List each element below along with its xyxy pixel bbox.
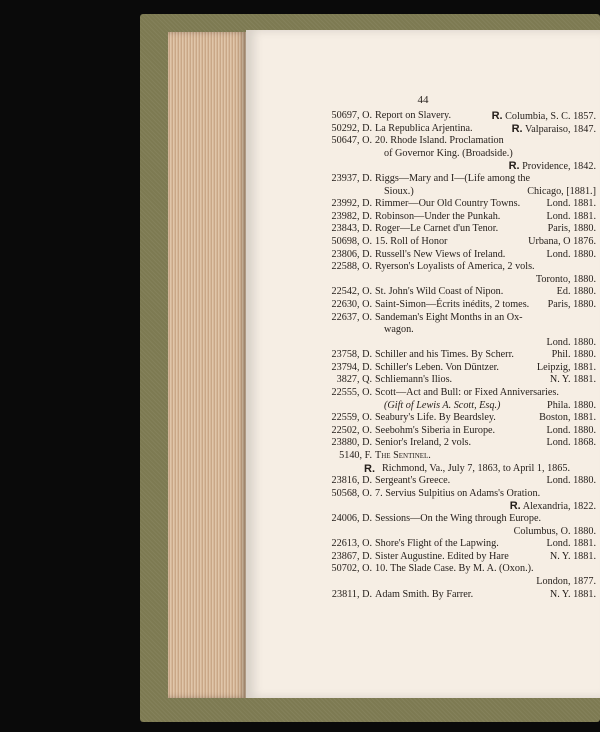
entry-line — [322, 387, 596, 400]
entry-title: La Republica Arjentina. — [375, 122, 473, 134]
entry-title: Senior's Ireland, 2 vols. — [375, 437, 472, 449]
entry-line — [322, 286, 596, 299]
entry-number: 3827, Q. — [336, 374, 372, 386]
entry-place: Chicago, [1881.] — [527, 185, 596, 197]
entry-number: 23806, D. — [331, 248, 372, 260]
entry-place: Paris, 1880. — [547, 223, 596, 235]
entry-title: Russell's New Views of Ireland. — [375, 248, 506, 260]
catalog-entry — [322, 425, 596, 438]
entry-line — [322, 324, 596, 337]
entry-line — [322, 198, 596, 211]
entry-line — [322, 135, 596, 148]
entry-place: Lond. 1868. — [546, 437, 596, 449]
entry-title: Saint-Simon—Écrits inédits, 2 tomes. — [375, 298, 530, 310]
entry-line — [322, 274, 596, 287]
entry-place: Toronto, 1880. — [535, 273, 596, 285]
entry-imprint — [510, 500, 596, 514]
entry-title: 15. Roll of Honor — [375, 235, 448, 247]
entry-title: Seebohm's Siberia in Europe. — [375, 424, 496, 436]
entry-number: 23867, D. — [331, 550, 372, 562]
entry-line — [322, 551, 596, 564]
catalog-entry — [322, 488, 596, 513]
entry-number: 22502, O. — [331, 424, 372, 436]
entry-place: Phil. 1880. — [551, 349, 596, 361]
entry-imprint — [509, 160, 596, 174]
entry-place: Leipzig, 1881. — [536, 361, 596, 373]
entry-number: 23880, D. — [331, 437, 372, 449]
reg-mark: R. — [511, 122, 523, 135]
entry-title: Sandeman's Eight Months in an Ox- — [375, 311, 523, 323]
entry-place: N. Y. 1881. — [549, 550, 596, 562]
entry-line — [322, 450, 596, 463]
entry-place: Urbana, O 1876. — [528, 235, 596, 247]
entry-continuation: (Gift of Lewis A. Scott, Esq.) — [384, 399, 501, 411]
entry-line — [322, 538, 596, 551]
entry-line — [322, 463, 596, 476]
entry-place: Lond. 1880. — [546, 336, 596, 348]
entry-line — [322, 249, 596, 262]
entry-number: 23811, D. — [331, 588, 372, 600]
entry-place: Ed. 1880. — [556, 286, 596, 298]
entry-title: Robinson—Under the Punkah. — [375, 210, 501, 222]
catalog-entry — [322, 249, 596, 262]
catalog-entry — [322, 236, 596, 249]
entry-number: 50697, O. — [331, 110, 372, 121]
entry-line — [322, 563, 596, 576]
catalog-entry — [322, 475, 596, 488]
catalog-entry — [322, 538, 596, 551]
entry-line — [322, 362, 596, 375]
entry-place: Columbus, O. 1880. — [513, 525, 596, 537]
entry-line — [322, 589, 596, 602]
entry-title: 20. Rhode Island. Proclamation — [375, 135, 504, 147]
entry-title: Schiller's Leben. Von Düntzer. — [375, 361, 499, 373]
entry-title: Sessions—On the Wing through Europe. — [375, 513, 542, 524]
page-edges — [168, 32, 246, 698]
entry-line — [322, 576, 596, 589]
entry-line — [322, 236, 596, 249]
reg-mark: R. — [509, 500, 521, 513]
entry-title: Shore's Flight of the Lapwing. — [375, 538, 499, 550]
entry-title: Riggs—Mary and I—(Life among the — [375, 172, 531, 184]
entry-line — [322, 148, 596, 161]
entry-number: 50698, O. — [331, 235, 372, 247]
entry-title: Seabury's Life. By Beardsley. — [375, 412, 496, 424]
catalog-entry — [322, 299, 596, 312]
catalog-entry — [322, 589, 596, 602]
entry-line — [322, 412, 596, 425]
entry-line — [322, 475, 596, 488]
entry-imprint — [512, 123, 596, 137]
catalog-entry — [322, 286, 596, 299]
entry-number: 5140, F. — [339, 450, 372, 462]
entry-place: Alexandria, 1822. — [522, 501, 596, 513]
entry-number: 22637, O. — [331, 311, 372, 323]
entry-line — [322, 437, 596, 450]
entry-line — [322, 312, 596, 325]
entry-line — [322, 337, 596, 350]
entry-line — [322, 374, 596, 387]
entry-line — [322, 186, 596, 199]
entry-title: Sister Augustine. Edited by Hare — [375, 550, 509, 562]
entry-line — [322, 299, 596, 312]
entry-place: London, 1877. — [536, 575, 596, 587]
entry-line — [322, 123, 596, 136]
entry-title: Schiller and his Times. By Scherr. — [375, 349, 514, 361]
catalog-entry — [322, 261, 596, 286]
entry-place: Paris, 1880. — [547, 298, 596, 310]
entry-title: Scott—Act and Bull: or Fixed Anniversaries. — [375, 387, 559, 399]
entry-number: 50568, O. — [331, 487, 372, 499]
catalog-entry — [322, 412, 596, 425]
reg-mark: R. — [364, 462, 375, 475]
entry-title: Adam Smith. By Farrer. — [375, 588, 474, 600]
entry-number: 22559, O. — [331, 412, 372, 424]
catalog-entry — [322, 450, 596, 475]
entry-number: 22630, O. — [331, 298, 372, 310]
entry-place: Phila. 1880. — [547, 399, 596, 411]
page-number: 44 — [417, 94, 429, 106]
entry-number: 22555, O. — [331, 387, 372, 399]
catalog-entry — [322, 211, 596, 224]
entry-line — [322, 349, 596, 362]
entry-number: 23843, D. — [331, 223, 372, 235]
catalog-entry — [322, 135, 596, 173]
entry-title: Roger—Le Carnet d'un Tenor. — [375, 223, 499, 235]
entry-place: Lond. 1880. — [546, 475, 596, 487]
catalog-entry — [322, 312, 596, 350]
entry-title: St. John's Wild Coast of Nipon. — [375, 286, 504, 298]
entry-place: Lond. 1881. — [546, 538, 596, 550]
entry-place: N. Y. 1881. — [549, 588, 596, 600]
entry-place: N. Y. 1881. — [549, 374, 596, 386]
catalog-entries — [322, 110, 596, 601]
entry-place: Boston, 1881. — [539, 412, 596, 424]
entry-title: Report on Slavery. — [375, 110, 452, 121]
entry-line — [322, 173, 596, 186]
entry-line — [322, 513, 596, 526]
reg-mark: R. — [491, 110, 503, 122]
entry-number: 23794, D. — [331, 361, 372, 373]
entry-line — [322, 400, 596, 413]
entry-number: 50292, D. — [331, 122, 372, 134]
entry-number: 23992, D. — [331, 198, 372, 210]
catalog-entry — [322, 362, 596, 375]
book-page — [246, 30, 600, 698]
entry-line — [322, 211, 596, 224]
entry-number: 23816, D. — [331, 475, 372, 487]
entry-line — [322, 526, 596, 539]
entry-number: 50702, O. — [331, 563, 372, 575]
catalog-entry — [322, 223, 596, 236]
entry-place: Lond. 1880. — [546, 248, 596, 260]
catalog-entry — [322, 563, 596, 588]
entry-line — [322, 488, 596, 501]
entry-number: 22542, O. — [331, 286, 372, 298]
catalog-entry — [322, 437, 596, 450]
entry-number: 23937, D. — [331, 172, 372, 184]
entry-place: Lond. 1880. — [546, 424, 596, 436]
entry-title: Rimmer—Our Old Country Towns. — [375, 198, 521, 210]
entry-line — [322, 110, 596, 123]
entry-line — [322, 261, 596, 274]
catalog-entry — [322, 374, 596, 387]
entry-title: Sergeant's Greece. — [375, 475, 451, 487]
entry-number: 23982, D. — [331, 210, 372, 222]
catalog-entry — [322, 349, 596, 362]
entry-number: 24006, D. — [331, 513, 372, 524]
catalog-entry — [322, 173, 596, 198]
catalog-entry — [322, 551, 596, 564]
entry-number: 22613, O. — [331, 538, 372, 550]
entry-number: 50647, O. — [331, 135, 372, 147]
entry-place: Columbia, S. C. 1857. — [505, 111, 596, 122]
entry-line — [322, 425, 596, 438]
catalog-entry — [322, 198, 596, 211]
entry-line — [322, 500, 596, 513]
entry-continuation: wagon. — [384, 324, 414, 336]
entry-title: The Sentinel. — [375, 450, 431, 462]
entry-number: 23758, D. — [331, 349, 372, 361]
catalog-entry — [322, 387, 596, 412]
catalog-entry — [322, 513, 596, 538]
entry-title: 7. Servius Sulpitius on Adams's Oration. — [375, 487, 541, 499]
reg-mark: R. — [508, 160, 520, 173]
entry-place: Lond. 1881. — [546, 210, 596, 222]
entry-continuation: Sioux.) — [384, 185, 414, 197]
entry-place: Providence, 1842. — [522, 161, 596, 173]
entry-imprint — [492, 110, 596, 124]
entry-continuation: of Governor King. (Broadside.) — [384, 147, 513, 159]
entry-number: 22588, O. — [331, 261, 372, 273]
catalog-entry — [322, 123, 596, 136]
entry-imprint: Richmond, Va., July 7, 1863, to April 1, 1865. — [382, 462, 570, 474]
entry-line — [322, 223, 596, 236]
entry-title: 10. The Slade Case. By M. A. (Oxon.). — [375, 563, 534, 575]
entry-title: Schliemann's Ilios. — [375, 374, 453, 386]
entry-line — [322, 160, 596, 173]
entry-place: Valparaiso, 1847. — [524, 123, 596, 135]
entry-place: Lond. 1881. — [546, 198, 596, 210]
entry-title: Ryerson's Loyalists of America, 2 vols. — [375, 261, 535, 273]
catalog-entry — [322, 110, 596, 123]
